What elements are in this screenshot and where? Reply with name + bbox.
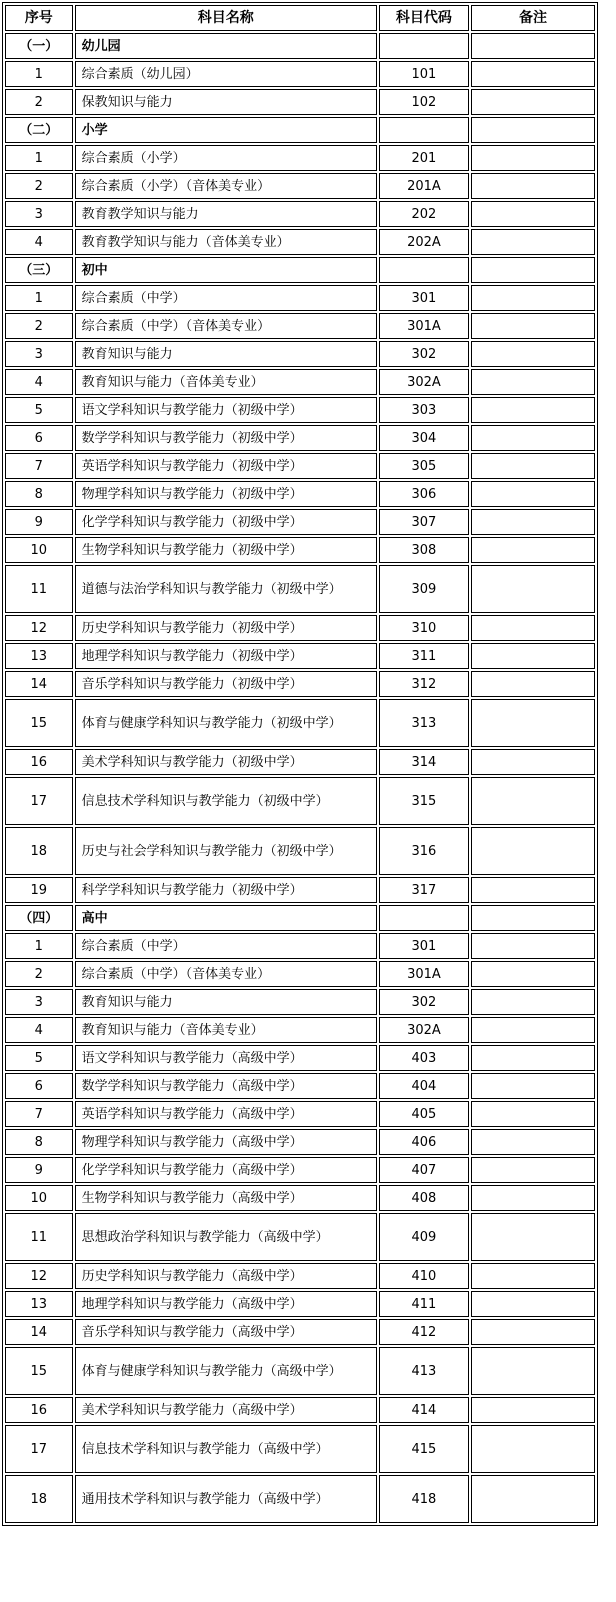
row-subject-name: 教育知识与能力 xyxy=(75,989,377,1015)
row-note xyxy=(471,643,595,669)
row-note xyxy=(471,425,595,451)
table-row xyxy=(5,285,595,311)
section-label: （二） xyxy=(5,117,73,143)
row-subject-name: 科学学科知识与教学能力（初级中学） xyxy=(75,877,377,903)
row-subject-code: 317 xyxy=(379,877,469,903)
row-seq: 19 xyxy=(5,877,73,903)
table-row xyxy=(5,313,595,339)
header-row xyxy=(5,5,595,31)
row-seq: 6 xyxy=(5,425,73,451)
row-seq: 7 xyxy=(5,453,73,479)
row-seq: 2 xyxy=(5,173,73,199)
row-note xyxy=(471,397,595,423)
row-subject-code: 315 xyxy=(379,777,469,825)
table-row xyxy=(5,1185,595,1211)
row-seq: 5 xyxy=(5,397,73,423)
row-note xyxy=(471,1045,595,1071)
row-seq: 16 xyxy=(5,749,73,775)
table-row xyxy=(5,397,595,423)
row-subject-code: 310 xyxy=(379,615,469,641)
row-seq: 9 xyxy=(5,1157,73,1183)
row-seq: 3 xyxy=(5,989,73,1015)
row-seq: 17 xyxy=(5,1425,73,1473)
row-subject-name: 物理学科知识与教学能力（高级中学） xyxy=(75,1129,377,1155)
row-seq: 1 xyxy=(5,933,73,959)
row-subject-name: 教育教学知识与能力（音体美专业） xyxy=(75,229,377,255)
row-seq: 5 xyxy=(5,1045,73,1071)
row-subject-name: 道德与法治学科知识与教学能力（初级中学） xyxy=(75,565,377,613)
row-subject-name: 综合素质（小学）（音体美专业） xyxy=(75,173,377,199)
row-seq: 14 xyxy=(5,1319,73,1345)
row-seq: 16 xyxy=(5,1397,73,1423)
row-subject-name: 语文学科知识与教学能力（高级中学） xyxy=(75,1045,377,1071)
row-note xyxy=(471,1129,595,1155)
row-subject-code: 305 xyxy=(379,453,469,479)
row-subject-name: 美术学科知识与教学能力（高级中学） xyxy=(75,1397,377,1423)
row-subject-name: 音乐学科知识与教学能力（初级中学） xyxy=(75,671,377,697)
row-note xyxy=(471,1017,595,1043)
row-note xyxy=(471,827,595,875)
section-note-cell xyxy=(471,33,595,59)
row-seq: 2 xyxy=(5,89,73,115)
row-seq: 4 xyxy=(5,1017,73,1043)
row-note xyxy=(471,1475,595,1523)
row-note xyxy=(471,173,595,199)
table-row xyxy=(5,749,595,775)
table-row xyxy=(5,173,595,199)
row-seq: 12 xyxy=(5,1263,73,1289)
section-row xyxy=(5,117,595,143)
row-subject-code: 309 xyxy=(379,565,469,613)
row-subject-name: 体育与健康学科知识与教学能力（高级中学） xyxy=(75,1347,377,1395)
section-code-cell xyxy=(379,117,469,143)
section-label: （三） xyxy=(5,257,73,283)
table-row xyxy=(5,453,595,479)
section-code-cell xyxy=(379,905,469,931)
row-seq: 9 xyxy=(5,509,73,535)
section-label: （一） xyxy=(5,33,73,59)
row-seq: 2 xyxy=(5,961,73,987)
row-note xyxy=(471,933,595,959)
row-subject-name: 历史学科知识与教学能力（高级中学） xyxy=(75,1263,377,1289)
row-subject-code: 412 xyxy=(379,1319,469,1345)
table-row xyxy=(5,565,595,613)
row-subject-code: 411 xyxy=(379,1291,469,1317)
row-subject-name: 信息技术学科知识与教学能力（高级中学） xyxy=(75,1425,377,1473)
row-note xyxy=(471,1263,595,1289)
row-subject-name: 综合素质（中学） xyxy=(75,933,377,959)
section-note-cell xyxy=(471,257,595,283)
row-note xyxy=(471,749,595,775)
row-subject-name: 物理学科知识与教学能力（初级中学） xyxy=(75,481,377,507)
row-subject-code: 302A xyxy=(379,369,469,395)
row-seq: 2 xyxy=(5,313,73,339)
row-subject-code: 302 xyxy=(379,989,469,1015)
table-row xyxy=(5,1319,595,1345)
row-subject-code: 415 xyxy=(379,1425,469,1473)
row-subject-name: 音乐学科知识与教学能力（高级中学） xyxy=(75,1319,377,1345)
table-row xyxy=(5,1213,595,1261)
table-row xyxy=(5,481,595,507)
row-note xyxy=(471,1319,595,1345)
row-subject-code: 301A xyxy=(379,961,469,987)
table-row xyxy=(5,1263,595,1289)
row-note xyxy=(471,61,595,87)
table-row xyxy=(5,425,595,451)
table-row xyxy=(5,229,595,255)
row-note xyxy=(471,1291,595,1317)
row-subject-code: 301A xyxy=(379,313,469,339)
section-title: 初中 xyxy=(75,257,377,283)
row-subject-code: 403 xyxy=(379,1045,469,1071)
row-subject-name: 综合素质（小学） xyxy=(75,145,377,171)
row-note xyxy=(471,537,595,563)
row-subject-name: 教育知识与能力（音体美专业） xyxy=(75,369,377,395)
row-note xyxy=(471,699,595,747)
row-subject-code: 202A xyxy=(379,229,469,255)
row-subject-name: 化学学科知识与教学能力（高级中学） xyxy=(75,1157,377,1183)
row-seq: 15 xyxy=(5,699,73,747)
table-row xyxy=(5,1129,595,1155)
row-subject-name: 数学学科知识与教学能力（初级中学） xyxy=(75,425,377,451)
row-subject-code: 201A xyxy=(379,173,469,199)
section-row xyxy=(5,905,595,931)
row-subject-code: 304 xyxy=(379,425,469,451)
row-subject-code: 312 xyxy=(379,671,469,697)
row-subject-name: 英语学科知识与教学能力（高级中学） xyxy=(75,1101,377,1127)
row-seq: 12 xyxy=(5,615,73,641)
row-subject-code: 306 xyxy=(379,481,469,507)
row-note xyxy=(471,1185,595,1211)
section-title: 高中 xyxy=(75,905,377,931)
table-row xyxy=(5,369,595,395)
row-seq: 14 xyxy=(5,671,73,697)
table-row xyxy=(5,145,595,171)
row-subject-name: 综合素质（中学）（音体美专业） xyxy=(75,961,377,987)
row-subject-name: 美术学科知识与教学能力（初级中学） xyxy=(75,749,377,775)
row-note xyxy=(471,229,595,255)
row-seq: 3 xyxy=(5,201,73,227)
table-row xyxy=(5,1073,595,1099)
table-row xyxy=(5,1045,595,1071)
row-subject-code: 302A xyxy=(379,1017,469,1043)
section-title: 幼儿园 xyxy=(75,33,377,59)
row-note xyxy=(471,369,595,395)
table-row xyxy=(5,961,595,987)
row-subject-name: 生物学科知识与教学能力（初级中学） xyxy=(75,537,377,563)
section-row xyxy=(5,33,595,59)
row-subject-name: 化学学科知识与教学能力（初级中学） xyxy=(75,509,377,535)
row-seq: 8 xyxy=(5,481,73,507)
row-subject-name: 综合素质（中学） xyxy=(75,285,377,311)
section-row xyxy=(5,257,595,283)
row-seq: 1 xyxy=(5,61,73,87)
row-note xyxy=(471,1397,595,1423)
row-subject-code: 409 xyxy=(379,1213,469,1261)
row-note xyxy=(471,285,595,311)
row-seq: 18 xyxy=(5,827,73,875)
row-subject-name: 数学学科知识与教学能力（高级中学） xyxy=(75,1073,377,1099)
row-subject-name: 综合素质（幼儿园） xyxy=(75,61,377,87)
table-row xyxy=(5,1101,595,1127)
row-subject-code: 303 xyxy=(379,397,469,423)
row-note xyxy=(471,615,595,641)
row-subject-code: 405 xyxy=(379,1101,469,1127)
row-subject-name: 生物学科知识与教学能力（高级中学） xyxy=(75,1185,377,1211)
row-seq: 11 xyxy=(5,565,73,613)
row-subject-code: 202 xyxy=(379,201,469,227)
section-note-cell xyxy=(471,905,595,931)
row-subject-code: 311 xyxy=(379,643,469,669)
row-seq: 10 xyxy=(5,1185,73,1211)
section-code-cell xyxy=(379,257,469,283)
row-note xyxy=(471,1101,595,1127)
row-seq: 6 xyxy=(5,1073,73,1099)
row-subject-name: 地理学科知识与教学能力（高级中学） xyxy=(75,1291,377,1317)
row-note xyxy=(471,1347,595,1395)
header-name: 科目名称 xyxy=(75,5,377,31)
row-note xyxy=(471,1073,595,1099)
section-note-cell xyxy=(471,117,595,143)
row-subject-name: 思想政治学科知识与教学能力（高级中学） xyxy=(75,1213,377,1261)
row-subject-name: 历史学科知识与教学能力（初级中学） xyxy=(75,615,377,641)
section-label: （四） xyxy=(5,905,73,931)
row-seq: 3 xyxy=(5,341,73,367)
row-note xyxy=(471,481,595,507)
section-title: 小学 xyxy=(75,117,377,143)
row-subject-name: 语文学科知识与教学能力（初级中学） xyxy=(75,397,377,423)
row-subject-name: 教育教学知识与能力 xyxy=(75,201,377,227)
row-seq: 13 xyxy=(5,1291,73,1317)
header-note: 备注 xyxy=(471,5,595,31)
table-row xyxy=(5,89,595,115)
row-subject-name: 英语学科知识与教学能力（初级中学） xyxy=(75,453,377,479)
row-note xyxy=(471,961,595,987)
row-subject-name: 体育与健康学科知识与教学能力（初级中学） xyxy=(75,699,377,747)
table-row xyxy=(5,1347,595,1395)
row-subject-code: 316 xyxy=(379,827,469,875)
row-subject-name: 教育知识与能力 xyxy=(75,341,377,367)
row-note xyxy=(471,777,595,825)
row-seq: 7 xyxy=(5,1101,73,1127)
row-seq: 10 xyxy=(5,537,73,563)
row-subject-code: 407 xyxy=(379,1157,469,1183)
row-seq: 17 xyxy=(5,777,73,825)
row-seq: 13 xyxy=(5,643,73,669)
row-seq: 1 xyxy=(5,285,73,311)
row-subject-code: 414 xyxy=(379,1397,469,1423)
row-note xyxy=(471,201,595,227)
row-note xyxy=(471,313,595,339)
table-row xyxy=(5,1397,595,1423)
table-row xyxy=(5,699,595,747)
row-subject-name: 教育知识与能力（音体美专业） xyxy=(75,1017,377,1043)
row-subject-name: 地理学科知识与教学能力（初级中学） xyxy=(75,643,377,669)
table-body xyxy=(5,33,595,1523)
table-row xyxy=(5,537,595,563)
row-note xyxy=(471,1157,595,1183)
table-row xyxy=(5,671,595,697)
row-subject-code: 102 xyxy=(379,89,469,115)
row-subject-code: 413 xyxy=(379,1347,469,1395)
table-row xyxy=(5,509,595,535)
row-subject-code: 406 xyxy=(379,1129,469,1155)
section-code-cell xyxy=(379,33,469,59)
table-row xyxy=(5,1157,595,1183)
row-note xyxy=(471,989,595,1015)
table-row xyxy=(5,615,595,641)
row-seq: 18 xyxy=(5,1475,73,1523)
row-subject-name: 信息技术学科知识与教学能力（初级中学） xyxy=(75,777,377,825)
table-row xyxy=(5,1291,595,1317)
subject-table xyxy=(2,2,598,1526)
row-seq: 1 xyxy=(5,145,73,171)
table-row xyxy=(5,61,595,87)
row-note xyxy=(471,145,595,171)
row-note xyxy=(471,671,595,697)
row-subject-code: 308 xyxy=(379,537,469,563)
row-subject-code: 302 xyxy=(379,341,469,367)
row-note xyxy=(471,1213,595,1261)
row-note xyxy=(471,341,595,367)
row-subject-code: 307 xyxy=(379,509,469,535)
row-subject-code: 101 xyxy=(379,61,469,87)
row-note xyxy=(471,877,595,903)
row-note xyxy=(471,565,595,613)
table-row xyxy=(5,201,595,227)
row-subject-name: 综合素质（中学）（音体美专业） xyxy=(75,313,377,339)
row-subject-name: 通用技术学科知识与教学能力（高级中学） xyxy=(75,1475,377,1523)
row-note xyxy=(471,509,595,535)
table-row xyxy=(5,827,595,875)
table-row xyxy=(5,877,595,903)
row-seq: 4 xyxy=(5,369,73,395)
row-subject-name: 保教知识与能力 xyxy=(75,89,377,115)
row-seq: 15 xyxy=(5,1347,73,1395)
row-seq: 8 xyxy=(5,1129,73,1155)
row-seq: 11 xyxy=(5,1213,73,1261)
row-subject-code: 408 xyxy=(379,1185,469,1211)
row-subject-code: 314 xyxy=(379,749,469,775)
row-note xyxy=(471,453,595,479)
table-row xyxy=(5,777,595,825)
row-subject-code: 418 xyxy=(379,1475,469,1523)
row-note xyxy=(471,89,595,115)
row-subject-code: 201 xyxy=(379,145,469,171)
table-row xyxy=(5,1425,595,1473)
table-row xyxy=(5,933,595,959)
row-subject-name: 历史与社会学科知识与教学能力（初级中学） xyxy=(75,827,377,875)
row-seq: 4 xyxy=(5,229,73,255)
header-code: 科目代码 xyxy=(379,5,469,31)
row-subject-code: 301 xyxy=(379,933,469,959)
row-subject-code: 404 xyxy=(379,1073,469,1099)
row-subject-code: 313 xyxy=(379,699,469,747)
row-subject-code: 410 xyxy=(379,1263,469,1289)
table-row xyxy=(5,341,595,367)
row-subject-code: 301 xyxy=(379,285,469,311)
row-note xyxy=(471,1425,595,1473)
table-row xyxy=(5,1475,595,1523)
header-seq: 序号 xyxy=(5,5,73,31)
table-row xyxy=(5,1017,595,1043)
table-row xyxy=(5,989,595,1015)
table-row xyxy=(5,643,595,669)
